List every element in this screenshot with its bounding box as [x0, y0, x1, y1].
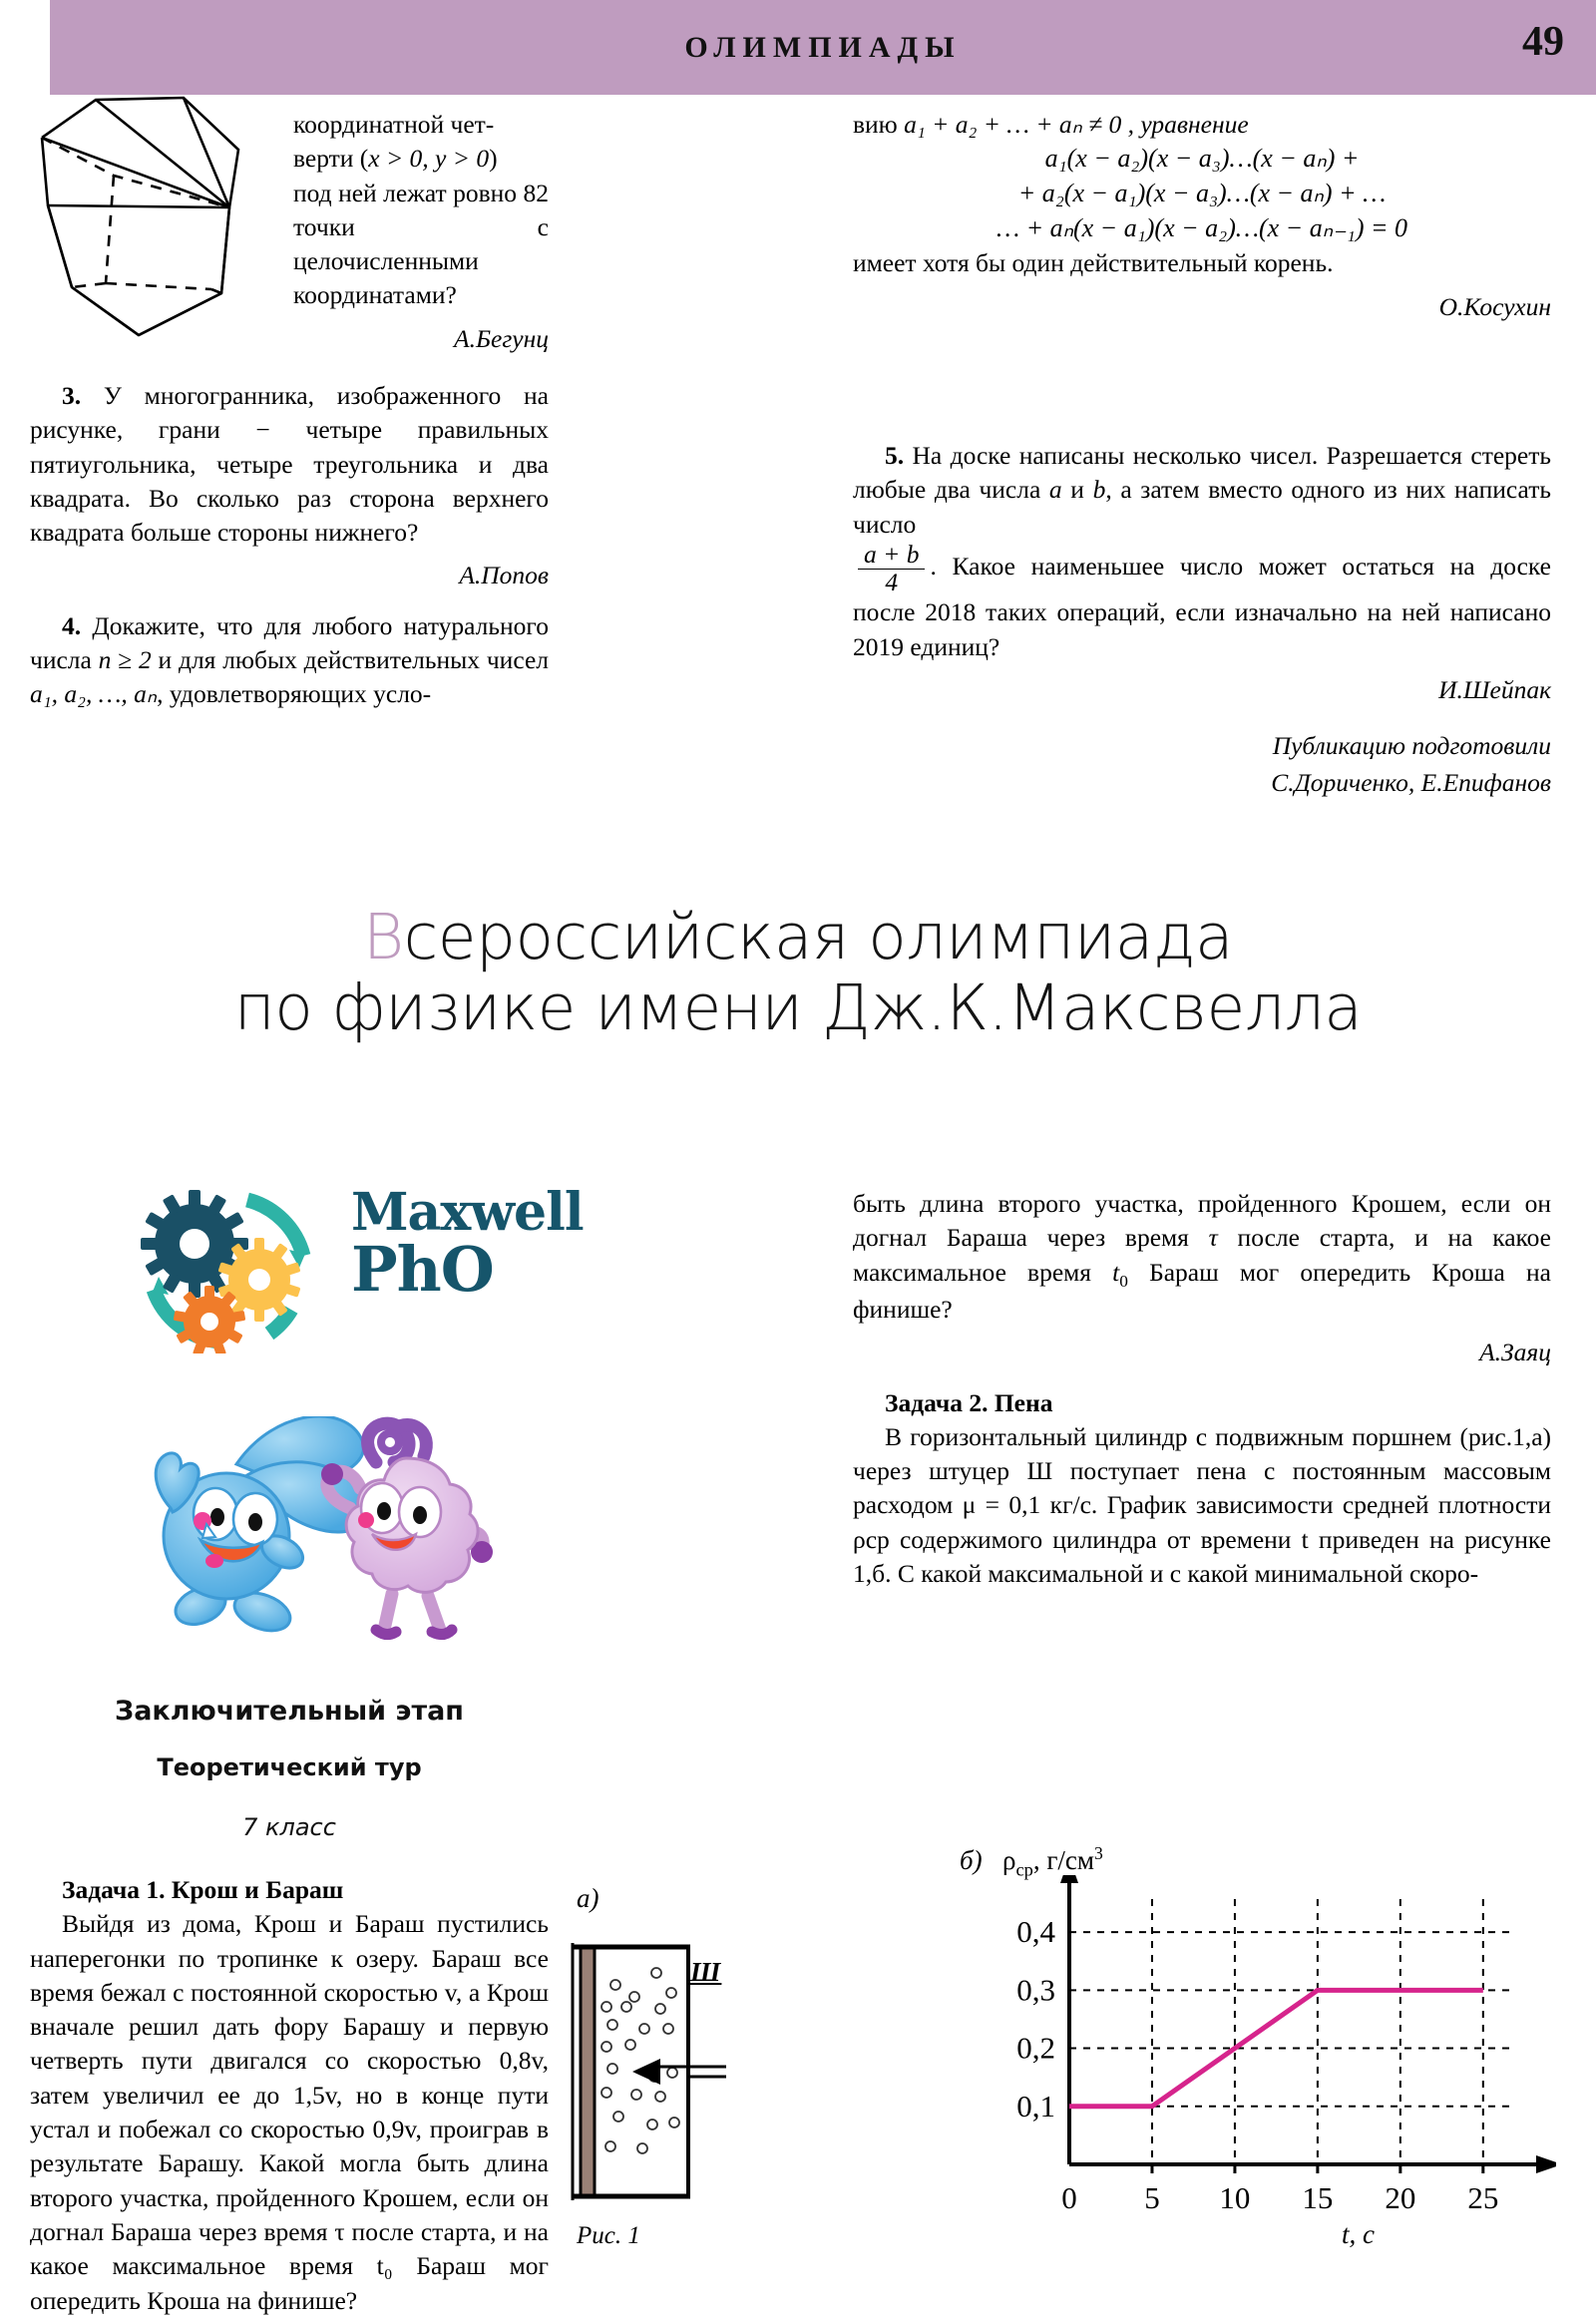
- spacer-2: [853, 1370, 1551, 1386]
- problem-3-number: 3.: [62, 381, 82, 410]
- title-accent-letter: В: [362, 901, 404, 973]
- title-line1-rest: сероссийская олимпиада: [403, 901, 1234, 973]
- problem-3: [30, 379, 549, 550]
- svg-text:0,1: 0,1: [1016, 2088, 1055, 2124]
- logo-word-pho: PhO: [351, 1233, 494, 1307]
- figure-caption: Рис. 1: [577, 2222, 640, 2249]
- right-column-problem5: [853, 439, 1551, 800]
- heading-final-stage: Заключительный этап: [115, 1696, 464, 1727]
- problem-1-text: Выйдя из дома, Крош и Бараш пустились наперегонки по тропинке к озеру. Бараш все время бежал с постоянной скоростью v, а Крош вначале решил дать фору Барашу и первую четверть пути двигался со скоростью 0,8v, затем увеличил ее до 1,5v, но в конце пути устал и побежал со скоростью 0,9v, проиграв в результате Барашу. Какой могла быть длина второго участка, пройденного Крошем, если он догнал Бараша через время τ после старта, и на какое максимальное время t₀ Бараш мог опередить Кроша на финише?: [30, 1909, 549, 2315]
- left-para-math: x > 0, y > 0: [368, 144, 490, 174]
- page-number: 49: [1522, 19, 1564, 65]
- equation-line-1: a₁(x − a₂)(x − a₃)…(x − aₙ) +: [1044, 144, 1360, 174]
- left-para-cont-rest: под ней лежат ровно 82 точки с целочисленными координатами?: [293, 178, 549, 310]
- problem-1-block: [30, 1873, 549, 2318]
- title-line2: по физике имени Дж.К.Максвелла: [233, 970, 1363, 1044]
- left-para-cont-line2: верти (x > 0, y > 0): [293, 144, 498, 174]
- problem-5-and: и: [1070, 475, 1084, 505]
- nozzle-label: Ш: [690, 1957, 722, 1987]
- problem-2-text: В горизонтальный цилиндр с подвижным поршнем (рис.1,а) через штуцер Ш поступает пена с постоянным массовым расходом μ = 0,1 кг/с. График зависимости средней плотности ρср содержимого цилиндра от времени t приведен на рисунке 1,б. С какой максимальной и с какой минимальной скоро-: [853, 1421, 1551, 1589]
- equation-line-3: … + aₙ(x − a₁)(x − a₂)…(x − aₙ₋₁) = 0: [996, 213, 1408, 243]
- page-header-bar: [50, 0, 1596, 95]
- problem-5-text-b: , а затем вместо одного из них написать число: [853, 475, 1551, 539]
- fraction-denominator: 4: [858, 569, 925, 596]
- equation-line-2: + a₂(x − a₁)(x − a₃)…(x − aₙ) + …: [1017, 179, 1387, 208]
- problem-2-title: Задача 2. Пена: [885, 1387, 1053, 1417]
- right-column-top: [853, 108, 1551, 324]
- logo-word-maxwell: Maxwell: [351, 1182, 584, 1243]
- problem-4-math-1: n ≥ 2: [98, 645, 152, 675]
- problem-3-text: У многогранника, изображенного на рисунке, грани − четыре правильных пятиугольника, четыре треугольника и два квадрата. Во сколько раз сторона верхнего квадрата больше стороны нижнего?: [30, 381, 549, 548]
- heading-theory-tour: Теоретический тур: [157, 1753, 422, 1781]
- svg-text:15: 15: [1302, 2180, 1334, 2215]
- chart-x-axis-label: t, с: [1342, 2219, 1375, 2249]
- svg-text:0,2: 0,2: [1016, 2030, 1055, 2066]
- left-column-top: [293, 108, 549, 356]
- fraction-numerator: a + b: [864, 539, 920, 569]
- svg-text:0,3: 0,3: [1016, 1972, 1055, 2008]
- svg-text:10: 10: [1219, 2180, 1251, 2215]
- svg-text:20: 20: [1385, 2180, 1416, 2215]
- page-header-title: ОЛИМПИАДЫ: [684, 30, 962, 64]
- density-time-chart: [958, 1875, 1556, 2234]
- right-cont-word: вию: [853, 110, 898, 139]
- heading-grade: 7 класс: [242, 1813, 336, 1841]
- left-column-problems: [30, 379, 549, 712]
- author-zayats: А.Заяц: [1479, 1338, 1551, 1367]
- author-popov: А.Попов: [459, 561, 549, 590]
- problem-5-part-a: [853, 439, 1551, 542]
- svg-text:0,4: 0,4: [1016, 1914, 1055, 1950]
- logo-gears-icon: [120, 1182, 344, 1353]
- problem-4: [30, 609, 549, 712]
- problem-1-continuation: быть длина второго участка, пройденного Крошем, если он догнал Бараша через время τ после старта, и на какое максимальное время $t_0$ Бараш мог опередить Кроша на финише?: [853, 1189, 1551, 1324]
- problem-1-tail-and-problem-2: [853, 1187, 1551, 1591]
- problem-4-text-c: , удовлетворяющих усло-: [157, 679, 432, 709]
- author-begunts: А.Бегунц: [454, 323, 549, 353]
- author-kosuhin: О.Косухин: [1438, 291, 1551, 321]
- left-para-pre: верти (: [293, 144, 369, 174]
- problem-5-number: 5.: [885, 441, 905, 470]
- equation-tail: имеет хотя бы один действительный корень.: [853, 248, 1334, 278]
- figure-label-a: а): [577, 1883, 599, 1913]
- problem-5-var-a: a: [1048, 475, 1062, 505]
- left-para-cont-line1: координатной чет-: [293, 110, 495, 139]
- prepared-by-line2: С.Дориченко, Е.Епифанов: [1271, 767, 1551, 797]
- author-sheypak: И.Шейпак: [1438, 675, 1551, 705]
- mascots-illustration: [115, 1416, 534, 1691]
- right-cond-math: a₁ + a₂ + … + aₙ ≠ 0 , уравнение: [904, 110, 1249, 139]
- olympiad-main-title: [0, 903, 1596, 1043]
- problem-4-text-a: Докажите, что для любого натурального числа: [30, 610, 549, 675]
- logo-wordmark: [351, 1182, 584, 1307]
- polyhedron-figure: [34, 88, 273, 387]
- right-cond-line: [853, 108, 1551, 142]
- svg-text:25: 25: [1467, 2180, 1499, 2215]
- problem-5-var-b: b: [1092, 475, 1106, 505]
- svg-text:0: 0: [1061, 2180, 1077, 2215]
- problem-4-math-2: a₁, a₂, …, aₙ: [30, 679, 158, 709]
- svg-text:5: 5: [1144, 2180, 1160, 2215]
- fraction-a-plus-b-over-4: [858, 539, 925, 596]
- figure-label-b: б): [960, 1845, 983, 1875]
- problem-5-text-c: . Какое наименьшее число может остаться на доске после 2018 таких операций, если изначально на ней написано 2019 единиц?: [853, 552, 1551, 661]
- problem-4-text-b: и для любых действительных чисел: [158, 645, 549, 675]
- prepared-by-line1: Публикацию подготовили: [1272, 731, 1551, 761]
- maxwell-pho-logo: [120, 1182, 584, 1356]
- problem-5-part-b: [853, 539, 1551, 664]
- problem-1-title: Задача 1. Крош и Бараш: [62, 1875, 344, 1904]
- problem-5-text-a: На доске написаны несколько чисел. Разрешается стереть любые два числа: [853, 441, 1552, 505]
- krosh-mascot: [156, 1416, 364, 1638]
- spacer: [30, 593, 549, 609]
- problem-4-number: 4.: [62, 610, 82, 640]
- chart-y-axis-title: $\rho_{ср}$, $г/см^3$: [1002, 1843, 1103, 1880]
